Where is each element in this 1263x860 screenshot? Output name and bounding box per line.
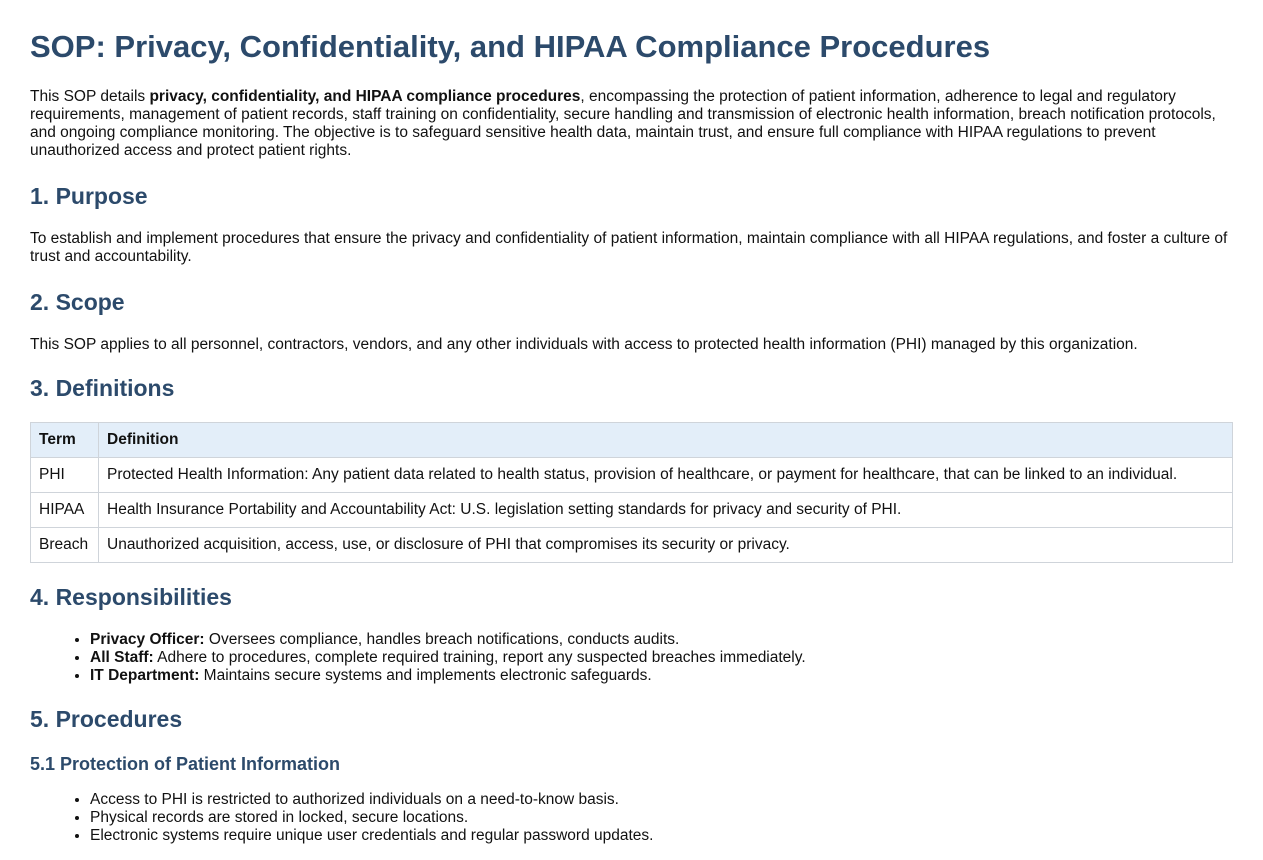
responsibilities-heading: 4. Responsibilities bbox=[30, 584, 232, 610]
definitions-table bbox=[30, 422, 1233, 563]
definitions-heading: 3. Definitions bbox=[30, 375, 175, 401]
protection-list bbox=[30, 791, 1233, 845]
table-header-row bbox=[31, 423, 1233, 458]
protection-subheading: 5.1 Protection of Patient Information bbox=[30, 754, 341, 774]
table-row bbox=[31, 528, 1233, 563]
scope-text: This SOP applies to all personnel, contractors, vendors, and any other individuals with access to protected health information (PHI) managed by this organization. bbox=[30, 336, 1138, 353]
list-item: • Electronic systems require unique user credentials and regular password updates. bbox=[90, 827, 1233, 845]
term-cell: Breach bbox=[31, 528, 99, 563]
role-label: IT Department: bbox=[90, 667, 200, 684]
role-description: Oversees compliance, handles breach notifications, conducts audits. bbox=[204, 631, 680, 648]
definition-cell: Unauthorized acquisition, access, use, or disclosure of PHI that compromises its security or privacy. bbox=[99, 528, 1233, 563]
column-header-term: Term bbox=[31, 423, 99, 458]
intro-paragraph bbox=[30, 88, 1233, 160]
term-cell: HIPAA bbox=[31, 493, 99, 528]
scope-heading: 2. Scope bbox=[30, 289, 125, 315]
intro-text-bold: privacy, confidentiality, and HIPAA compliance procedures bbox=[149, 88, 581, 105]
responsibilities-list bbox=[30, 631, 1233, 685]
purpose-text: To establish and implement procedures that ensure the privacy and confidentiality of patient information, maintain compliance with all HIPAA regulations, and foster a culture of trust and accountability. bbox=[30, 230, 1228, 265]
term-cell: PHI bbox=[31, 458, 99, 493]
table-row bbox=[31, 493, 1233, 528]
definition-cell: Protected Health Information: Any patient data related to health status, provision of healthcare, or payment for healthcare, that can be linked to an individual. bbox=[99, 458, 1233, 493]
column-header-definition: Definition bbox=[99, 423, 1233, 458]
purpose-heading: 1. Purpose bbox=[30, 183, 148, 209]
intro-text-before: This SOP details bbox=[30, 88, 150, 105]
role-description: Adhere to procedures, complete required training, report any suspected breaches immediately. bbox=[153, 649, 806, 666]
list-item bbox=[90, 667, 1233, 685]
list-item bbox=[90, 649, 1233, 667]
role-description: Maintains secure systems and implements electronic safeguards. bbox=[199, 667, 652, 684]
list-item: • Access to PHI is restricted to authorized individuals on a need-to-know basis. bbox=[90, 791, 1233, 809]
role-label: All Staff: bbox=[90, 649, 154, 666]
list-item bbox=[90, 631, 1233, 649]
page-title: SOP: Privacy, Confidentiality, and HIPAA Compliance Procedures bbox=[30, 29, 991, 64]
role-label: Privacy Officer: bbox=[90, 631, 205, 648]
intro-text-after: , encompassing the protection of patient information, adherence to legal and regulatory requirements, management of patient records, staff training on confidentiality, secure handling and transmission of electronic health information, breach notification protocols, and ongoing compliance monitoring. The objective is to safeguard sensitive health data, maintain trust, and ensure full compliance with HIPAA regulations to prevent unauthorized access and protect patient rights. bbox=[30, 88, 1216, 159]
list-item: • Physical records are stored in locked, secure locations. bbox=[90, 809, 1233, 827]
table-row bbox=[31, 458, 1233, 493]
procedures-heading: 5. Procedures bbox=[30, 706, 183, 732]
definition-cell: Health Insurance Portability and Accountability Act: U.S. legislation setting standards for privacy and security of PHI. bbox=[99, 493, 1233, 528]
